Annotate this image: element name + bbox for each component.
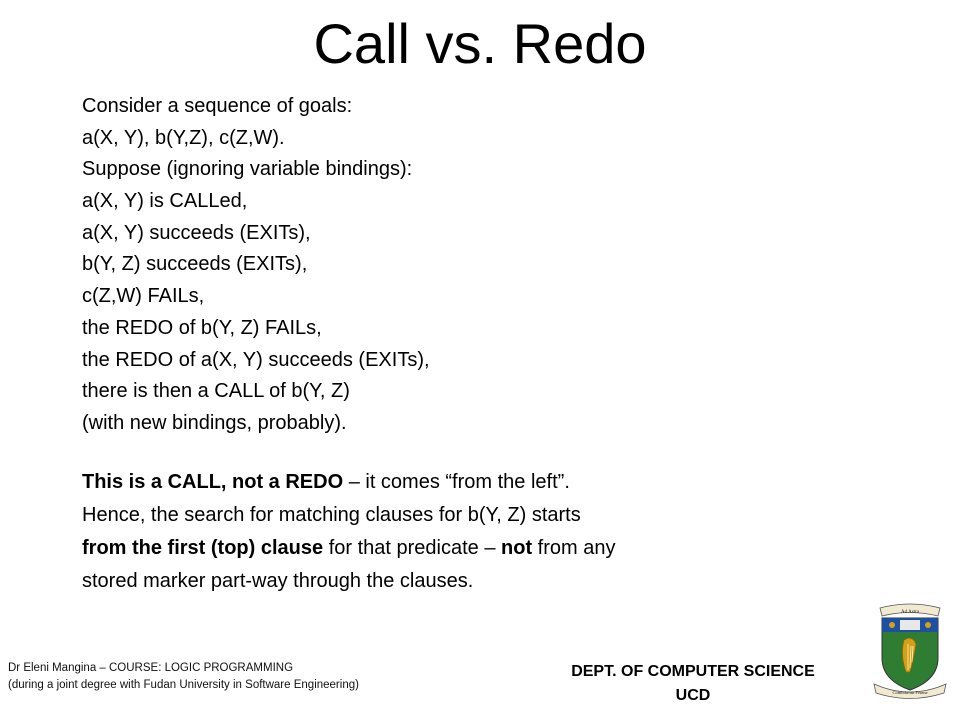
body-line-6: b(Y, Z) succeeds (EXITs), (82, 253, 308, 276)
para-bold-call: This is a CALL, not a REDO (82, 470, 344, 493)
slide-body (82, 91, 882, 598)
para-line-4: stored marker part-way through the clauses. (82, 569, 474, 592)
para-text: for that predicate – (323, 536, 502, 559)
body-line-4: a(X, Y) is CALLed, (82, 190, 248, 213)
body-line-11: (with new bindings, probably). (82, 411, 347, 434)
para-bold-not: not (501, 536, 533, 559)
para-text: – it comes “from the left”. (343, 470, 570, 493)
para-text: from any (532, 536, 616, 559)
body-line-8: the REDO of b(Y, Z) FAILs, (82, 316, 322, 339)
para-bold-first-clause: from the first (top) clause (82, 536, 324, 559)
body-line-1: Consider a sequence of goals: (82, 95, 353, 117)
dept-name: DEPT. OF COMPUTER SCIENCE (571, 663, 815, 680)
university-name: UCD (675, 687, 711, 704)
body-line-3: Suppose (ignoring variable bindings): (82, 158, 413, 181)
crest-motto-top: Ad Astra (901, 610, 919, 615)
body-line-10: there is then a CALL of b(Y, Z) (82, 380, 350, 403)
ucd-crest-icon (870, 600, 950, 700)
body-line-7: c(Z,W) FAILs, (82, 285, 205, 308)
body-line-2: a(X, Y), b(Y,Z), c(Z,W). (82, 126, 285, 149)
para-line-2: Hence, the search for matching clauses for b(Y, Z) starts (82, 503, 581, 526)
footer-author (8, 660, 359, 694)
footer-note-line: (during a joint degree with Fudan University in Software Engineering) (8, 679, 359, 691)
para-line-3 (82, 532, 882, 565)
crest-motto-bottom: Comhthrom Féinne (892, 690, 928, 695)
body-line-9: the REDO of a(X, Y) succeeds (EXITs), (82, 348, 430, 371)
footer-department (528, 660, 858, 708)
body-line-5: a(X, Y) succeeds (EXITs), (82, 221, 311, 244)
slide-title: Call vs. Redo (313, 12, 647, 75)
para-line-1 (82, 466, 882, 499)
footer-author-line: Dr Eleni Mangina – COURSE: LOGIC PROGRAMMING (8, 662, 294, 674)
